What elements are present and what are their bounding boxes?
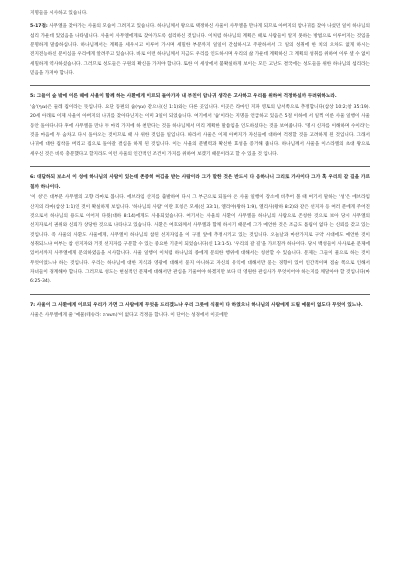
divider-before-q6 [30,166,370,167]
divider-before-q7 [30,294,370,295]
section-5-17-paragraph [30,22,370,78]
verse-6-commentary: '이 성'은 대부분 사무엘의 고향 라마로 봅니다. 에브라임 산지를 출발하여 다시 그 부근으로 되돌아 온 사울 일행이 장소에 비추어 볼 때 여기서 말하는 '성'은 에브라임 산지의 라마(삼상 1:1)인 것이 확실하게 보입니다. '하나님의 사람' 이란 호칭은 모세(신 33:1), 엘리야(왕하 1:9), 엘리사(왕하 8:2)와 같은 선지자 등 여러 분에게 주어진 것으로서 하나님의 용도로 이어져 다윗(대하 8:14)에게도 사용되었습니다. 여기서는 사울의 사환이 사무엘을 하나님의 사람으로 존칭한 것으로 보아 당시 사무엘의 선지자로서 권위와 신뢰가 상당한 것으로 나타나고 있습니다. 사환은 여호와께서 사무엘과 함께 하시기 때문에 그가 예언한 것은 조금도 틀림이 없다 는 신뢰를 갖고 있는 것입니다. 즉 사울의 사환도 사울에게, 사무엘이 하나님의 참된 선지자임을 이 구절 앞에 추정시키고 있는 것입니다. 오늘날과 마찬가지로 구약 시대에도 예언한 것이 성취되느냐 여부는 참 선지자와 거짓 선지자를 구분할 수 있는 중요한 기준이 되었습니다(신 13:1-5). '우리의 갈 길'을 가르칠까 하나이다. 당시 백성들이 사사로운 문제에 있어서까지 사무엘에게 문의하였음을 시사합니다. 사울 일행이 이처럼 하나님의 종에게 문의한 행위에 대해서는 칭찬할 수 있습니다. 문제는 그들이 물으로 하는 것이 무엇이었느냐 하는 것입니다. 우리는 하나님에 대한 지식과 영광에 대해서 묻지 아니하고 자신의 유익에 대해서만 묻는 경향이 있어 인간적이며 점술 쪽으로 인해서 자녀들이 경계해야 합니다. 그러므로 성도는 현실적인 문제에 대해서만 관심을 기울여야 하겠지만 보다 더 영원한 관심사가 무엇이어야 하는지를 깨달아야 할 것입니다(마 6:25-34). [30,195,370,285]
verse-5-question: 5: 그들이 숲 밖에 이른 때에 사울이 함께 하는 사환에게 이르되 돌아가자 내 부친이 암나귀 생각은 고사하고 우리를 위하여 걱정하실까 두려워하노라. [30,94,337,100]
verse-7-block [30,301,370,321]
verse-5-commentary: '숩'(צוף)은 둘레 집이라는 뜻입니다. 요단 동편의 숩(צוף) 같으니(신 1:1)와는 다른 곳입니다. 이곳은 라마인 지파 영토의 남서쪽으로 추정합니다(삼상 10:2;창 35:19). 20세 아래로 이제 사울이 아버지의 나귀를 찾아다닌지는 이미 3일이 되었습니다. 여기에서 '숩'이라는 지명을 언급하고 있음은 5절 이하에 서 일찍 이룬 사울 일행이 사울 동안 돌아다니다 후에 사무엘을 만나 두 마리 가지에 하 천만다는 것을 하나님께서 미리 계획한 말씀임을 인도하셨다는 것을 보여줍니다. '명시 신자를 이해하며 수이라'는 것을 마음에 두 숨차고 다시 돌아오는 것이므로 때 사 위한 것임을 일입니다. 따라서 사울은 이제 아버지가 자신들에 대하여 걱정할 것을 고려하게 된 것입니다. 그래서 나귀에 대한 집착을 버리고 집으로 돌아갈 결심을 하게 된 것입니다. 이는 사울의 분별력과 확신한 효성을 증거해 줍니다. 하나님께서 사울을 이스라엘의 초대 왕으로 세우신 것은 비록 충분했다고 할지라도 이런 사울의 인간적인 조건이 가지를 위하여 보겠기 때문이라고 할 수 있을 것 입니다. [30,105,371,157]
section-5-17-lead: 5-17절: [30,24,48,30]
verse-6-question: 6: 대답하되 보소서 이 성에 하나님의 사람이 있는데 존중히 여김을 받는 사람이라 그가 말한 것은 반드시 다 응하나니 그리로 가사이다 그가 혹 우리의 갈 길을 가르칠까 하나이다. [30,175,370,190]
section-5-17-body: 사무엘을 찾아가는 사울의 모습이 그려지고 있습니다. 하나님께서 왕으로 택정하신 사울이 사무엘을 만나게 되므로 아버지의 암나귀를 찾아 나섰던 일이 하나님의 섭리 가운데 있었음을 나타냅니다. 사울이 사무엘에게로 찾아가도록 섭리하신 것입니다. 이처럼 하나님의 계획은 때로 사람들이 알지 못하는 방법으로 이루어지는 것임을 분명하게 말씀하십니다. 하나님께서는 계획을 세우시고 이루어 가시며 세밀한 부분까지 일일이 간섭하시고 주관하셔서 그 일의 성취에 한 치의 오차도 없게 하시는 전지전능하신 분이심을 우리에게 알려주고 있습니다. 바로 이런 하나님께서 지금도 우리를 인도하시며 우리의 삶 가운데 계획하신 그 계획의 성취를 위하여 이루 셀 수 없이 세밀하게 역사하셨습니다. 그러므로 성도들은 구원의 확신을 가져야 합니다. 또한 이 세상에서 불확실하게 보이는 모든 고난도 결국에는 성도들을 위한 하나님의 섭리라는 믿음을 가져야 합니다. [30,24,370,77]
verse-5-block [30,92,370,159]
intro-line: 지명들을 시사하고 있습니다. [30,11,88,16]
verse-6-block [30,173,370,287]
divider-before-q5 [30,85,370,86]
verse-7-question: 7: 사울이 그 사환에게 이르되 우리가 가면 그 사람에게 무엇을 드리겠느냐 우리 그릇에 식물이 다 하였으니 하나님의 사람에게 드릴 예물이 없도다 무엇이 있느냐. [30,302,363,308]
verse-7-commentary: 사울은 사무엘에게 줄 '예물(테슈라: תשורה)'이 없다고 걱정을 합니다. 이 단어는 성경에서 이곳에만 [30,313,229,319]
